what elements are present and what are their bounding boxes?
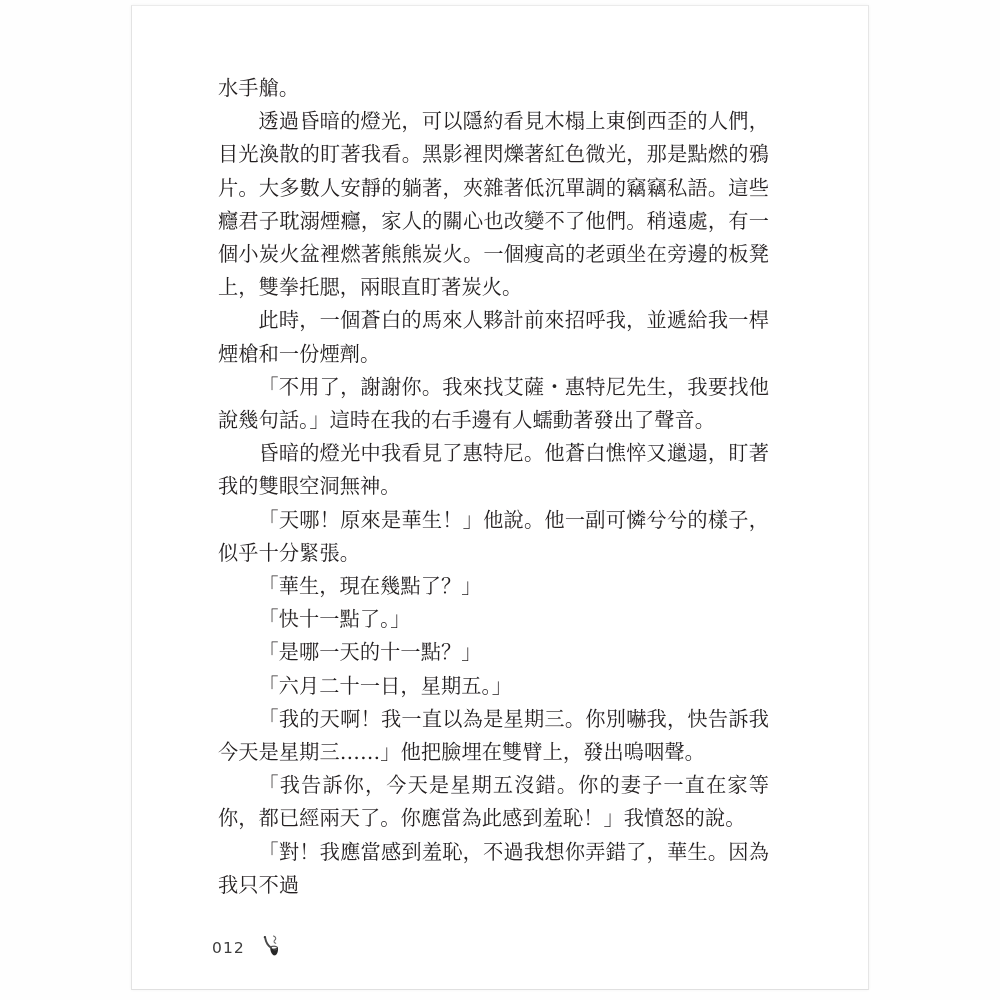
paragraph: 「快十一點了。」: [258, 607, 411, 632]
paragraph: 水手艙。: [218, 76, 300, 100]
paragraph: 昏暗的燈光中我看見了惠特尼。他蒼白憔悴又邋遢，盯著我的雙眼空洞無神。: [218, 441, 769, 499]
paragraph: 「天哪！原來是華生！」他說。他一副可憐兮兮的樣子，似乎十分緊張。: [218, 507, 769, 565]
paragraph: 「華生，現在幾點了？」: [258, 574, 482, 599]
paragraph: 「六月二十一日，星期五。」: [258, 673, 513, 698]
body-text-column: [218, 72, 769, 902]
paragraph: 「是哪一天的十一點？」: [258, 640, 482, 665]
smoking-pipe-icon: [253, 931, 287, 965]
paragraph: 透過昏暗的燈光，可以隱約看見木榻上東倒西歪的人們，目光渙散的盯著我看。黑影裡閃爍著紅色微光，那是點燃的鴉片。大多數人安靜的躺著，夾雜著低沉單調的竊竊私語。這些癮君子耽溺煙癮，家人的關心也改變不了他們。稍遠處，有一個小炭火盆裡燃著熊熊炭火。一個瘦高的老頭坐在旁邊的板凳上，雙拳托腮，兩眼直盯著炭火。: [218, 109, 769, 300]
page-number: 012: [212, 939, 245, 957]
paragraph: 「我的天啊！我一直以為是星期三。你別嚇我，快告訴我今天是星期三……」他把臉埋在雙臂上，發出嗚咽聲。: [218, 706, 769, 765]
book-page-sheet: [131, 5, 869, 990]
paragraph: 此時，一個蒼白的馬來人夥計前來招呼我，並遞給我一桿煙槍和一份煙劑。: [218, 308, 769, 366]
page-footer: [212, 931, 287, 965]
paragraph: 「我告訴你，今天是星期五沒錯。你的妻子一直在家等你，都已經兩天了。你應當為此感到羞恥！」我憤怒的說。: [218, 773, 769, 831]
paragraph: 「對！我應當感到羞恥，不過我想你弄錯了，華生。因為我只不過: [218, 839, 769, 897]
paragraph: 「不用了，謝謝你。我來找艾薩・惠特尼先生，我要找他說幾句話。」這時在我的右手邊有人蠕動著發出了聲音。: [218, 374, 769, 433]
